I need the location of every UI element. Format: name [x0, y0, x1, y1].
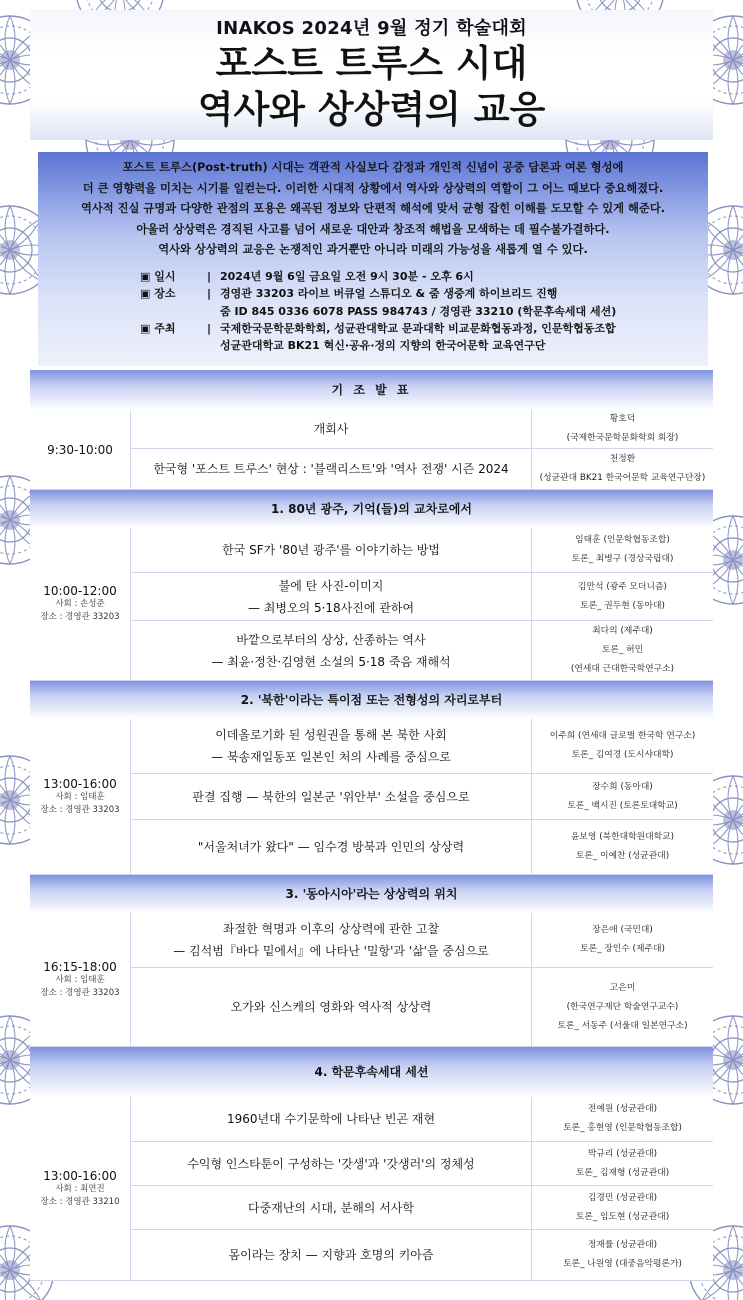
talk-title-line: 한국 SF가 '80년 광주'를 이야기하는 방법: [222, 543, 440, 557]
poster-title-line-1: 포스트 트루스 시대: [215, 42, 528, 85]
talk-title: [131, 968, 532, 1046]
session-time: 10:00-12:00: [43, 584, 117, 598]
talk-title-line: "서울처녀가 왔다" — 임수경 방북과 인민의 상상력: [197, 840, 465, 854]
program-row: [131, 572, 713, 620]
program-row: [131, 410, 713, 448]
session-time-cell: [30, 719, 131, 874]
session-room: 장소 : 경영관 33203: [40, 987, 120, 998]
speaker-line: 전예원 (성균관대): [587, 1104, 658, 1114]
speaker-line: 황호덕: [609, 414, 636, 424]
speaker-cell: [532, 774, 713, 819]
program-row: [131, 967, 713, 1046]
talk-title-line: 1960년대 수기문학에 나타난 빈곤 재현: [226, 1112, 436, 1126]
event-info: [140, 268, 616, 354]
talk-title-line: — 최윤·정찬·김영현 소설의 5·18 죽음 재해석: [211, 654, 451, 669]
section-4: [30, 1097, 713, 1281]
speaker-line: 정재률 (성균관대): [587, 1240, 658, 1250]
speaker-line: 장수희 (동아대): [592, 781, 653, 792]
session-rows: [131, 1097, 713, 1280]
program-row: [131, 819, 713, 874]
conference-name: INAKOS 2024년 9월 정기 학술대회: [216, 18, 527, 39]
zoom-info: 줌 ID 845 0336 6078 PASS 984743 / 경영관 33210 (학문후속세대 세션): [220, 304, 617, 318]
session-chair: 사회 : 임태훈: [55, 974, 105, 985]
speaker-cell: [532, 573, 713, 620]
section-3: [30, 913, 713, 1047]
host-value-2: 성균관대학교 BK21 혁신·공유·정의 지향의 한국어문학 교육연구단: [220, 339, 546, 353]
date-value: 2024년 9월 6일 금요일 오전 9시 30분 - 오후 6시: [220, 270, 474, 283]
speaker-line: 토론_ 이예찬 (성균관대): [575, 851, 670, 861]
intro-line: 더 큰 영향력을 미치는 시기를 일컫는다. 이러한 시대적 상황에서 역사와 상상력의 역할이 그 어느 때보다 중요해졌다.: [82, 181, 664, 195]
session-time: 13:00-16:00: [43, 776, 117, 791]
talk-title: [131, 1186, 532, 1229]
date-label: ▣ 일시: [140, 270, 176, 283]
talk-title-line: 수익형 인스타툰이 구성하는 '갓생'과 '갓생러'의 정체성: [187, 1156, 475, 1171]
speaker-line: (성균관대 BK21 한국어문학 교육연구단장): [539, 473, 706, 483]
speaker-cell: [532, 449, 713, 489]
talk-title-line: — 최병오의 5·18사진에 관하여: [247, 600, 415, 615]
talk-title: [131, 449, 532, 489]
talk-title: [131, 820, 532, 874]
session-time: 13:00-16:00: [43, 1168, 117, 1183]
section-2: [30, 719, 713, 875]
session-time: 16:15-18:00: [43, 959, 117, 974]
speaker-line: 토론_ 최병구 (경상국립대): [571, 554, 674, 564]
program-row: [131, 528, 713, 572]
program-row: [131, 1185, 713, 1229]
intro-line: 포스트 트루스(Post-truth) 시대는 객관적 사실보다 감정과 개인적 신념이 공중 담론과 여론 형성에: [122, 161, 624, 174]
info-host-row-2: [140, 337, 616, 354]
intro-line: 역사적 진실 규명과 다양한 관점의 포용은 왜곡된 정보와 단편적 해석에 맞서 균형 잡힌 이해를 도모할 수 있게 해준다.: [80, 202, 666, 216]
speaker-line: 토론_ 서동주 (서울대 일본연구소): [557, 1020, 688, 1031]
speaker-line: 토론_ 허민: [601, 645, 644, 655]
session-rows: [131, 410, 713, 489]
talk-title-line: 개회사: [313, 422, 349, 436]
session-chair: 사회 : 손성준: [55, 599, 105, 609]
talk-title: [131, 528, 532, 572]
talk-title-line: 좌절한 혁명과 이후의 상상력에 관한 고찰: [222, 922, 440, 936]
talk-title: [131, 913, 532, 967]
section-header-2: 2. '북한'이라는 특이점 또는 전형성의 자리로부터: [30, 681, 713, 719]
session-room: 장소 : 경영관 33203: [40, 804, 120, 815]
program-row: [131, 1229, 713, 1280]
speaker-line: 윤보영 (북한대학원대학교): [570, 832, 675, 842]
speaker-line: 토론_ 김여경 (도시샤대학): [571, 750, 674, 760]
session-time-cell: [30, 1097, 131, 1280]
speaker-line: (한국연구재단 학술연구교수): [566, 1001, 679, 1012]
talk-title: [131, 573, 532, 620]
speaker-line: 토론_ 나원영 (대중음악평론가): [563, 1259, 682, 1269]
info-date-row: [140, 268, 616, 285]
talk-title-line: 판결 집행 — 북한의 일본군 '위안부' 소설을 중심으로: [192, 789, 470, 804]
speaker-line: 박규리 (성균관대): [587, 1148, 658, 1159]
talk-title: [131, 719, 532, 773]
speaker-line: (연세대 근대한국학연구소): [570, 664, 675, 674]
talk-title-line: 다중재난의 시대, 분해의 서사학: [248, 1200, 414, 1215]
speaker-line: 장은애 (국민대): [592, 925, 653, 935]
talk-title-line: — 김석범『바다 밑에서』에 나타난 '밀항'과 '삶'을 중심으로: [173, 944, 489, 958]
talk-title: [131, 410, 532, 448]
speaker-line: 이주희 (연세대 글로벌 한국학 연구소): [549, 731, 696, 741]
program-row: [131, 719, 713, 773]
speaker-cell: [532, 968, 713, 1046]
info-zoom-row: [140, 303, 616, 320]
talk-title: [131, 1097, 532, 1141]
session-time-cell: [30, 528, 131, 680]
talk-title-line: 몸이라는 장치 — 지향과 호명의 키아즘: [228, 1248, 434, 1262]
speaker-cell: [532, 719, 713, 773]
section-header-1: 1. 80년 광주, 기억(들)의 교차로에서: [30, 490, 713, 528]
program-row: [131, 1097, 713, 1141]
poster-title-line-2: 역사와 상상력의 교응: [197, 88, 546, 131]
talk-title: [131, 1230, 532, 1280]
speaker-line: 토론_ 장인수 (제주대): [580, 944, 665, 954]
poster-header: [30, 10, 713, 140]
talk-title-line: 한국형 '포스트 트루스' 현상 : '블랙리스트'와 '역사 전쟁' 시즌 2024: [153, 462, 509, 476]
talk-title-line: 바깥으로부터의 상상, 산종하는 역사: [236, 632, 426, 647]
speaker-line: 토론_ 홍현영 (인문학협동조합): [563, 1123, 682, 1133]
speaker-cell: [532, 410, 713, 448]
speaker-line: 김만석 (광주 모더니즘): [578, 581, 667, 592]
session-room: 장소 : 경영관 33203: [40, 612, 120, 622]
session-chair: 사회 : 임태훈: [55, 791, 105, 802]
separator: |: [206, 321, 212, 335]
session-room: 장소 : 경영관 33210: [40, 1196, 120, 1207]
session-time: 9:30-10:00: [47, 442, 113, 457]
speaker-line: 토론_ 임도현 (성균관대): [575, 1211, 670, 1222]
intro-paragraph: [38, 158, 708, 261]
speaker-line: 토론_ 권두현 (동아대): [580, 600, 665, 611]
speaker-line: 임태훈 (인문학협동조합): [575, 535, 670, 545]
section-header-4: 4. 학문후속세대 세션: [30, 1047, 713, 1097]
intro-panel: [38, 152, 708, 366]
speaker-line: 고은미: [609, 982, 636, 993]
place-label: ▣ 장소: [140, 287, 176, 301]
program-row: [131, 913, 713, 967]
talk-title-line: 오가와 신스케의 영화와 역사적 상상력: [230, 1000, 432, 1014]
session-time-cell: [30, 913, 131, 1046]
host-label: ▣ 주최: [140, 321, 176, 335]
place-value: 경영관 33203 라이브 버큐얼 스튜디오 & 줌 생중계 하이브리드 진행: [220, 287, 558, 301]
speaker-cell: [532, 820, 713, 874]
speaker-line: 김경민 (성균관대): [587, 1192, 658, 1203]
host-value-1: 국제한국문학문화학회, 성균관대학교 문과대학 비교문화협동과정, 인문학협동조합: [220, 321, 616, 335]
talk-title: [131, 621, 532, 680]
talk-title-line: 이데올로기화 된 성원권을 통해 본 북한 사회: [215, 728, 447, 742]
section-keynote: [30, 410, 713, 490]
speaker-cell: [532, 1230, 713, 1280]
talk-title-line: — 북송재일동포 일본인 처의 사례를 중심으로: [211, 750, 451, 764]
section-header-keynote: 기 조 발 표: [30, 370, 713, 410]
session-rows: [131, 528, 713, 680]
speaker-line: 토론_ 백시진 (토론토대학교): [567, 800, 678, 811]
speaker-cell: [532, 528, 713, 572]
speaker-line: 토론_ 김재형 (성균관대): [575, 1167, 670, 1178]
session-time-cell: [30, 410, 131, 489]
speaker-line: (국제한국문학문화학회 회장): [566, 433, 679, 443]
section-header-3: 3. '동아시아'라는 상상력의 위치: [30, 875, 713, 913]
speaker-cell: [532, 1142, 713, 1185]
session-rows: [131, 719, 713, 874]
program-row: [131, 773, 713, 819]
program-row: [131, 620, 713, 680]
intro-line: 역사와 상상력의 교응은 논쟁적인 과거뿐만 아니라 미래의 가능성을 새롭게 열 수 있다.: [158, 243, 588, 257]
info-host-row: [140, 320, 616, 337]
intro-line: 아울러 상상력은 경직된 사고를 넘어 새로운 대안과 창조적 해법을 모색하는 데 필수불가결하다.: [136, 222, 610, 236]
talk-title-line: 불에 탄 사진-이미지: [278, 578, 384, 593]
session-rows: [131, 913, 713, 1046]
info-place-row: [140, 285, 616, 302]
program-row: [131, 448, 713, 489]
program-table: [30, 370, 713, 1281]
talk-title: [131, 774, 532, 819]
speaker-cell: [532, 1186, 713, 1229]
speaker-line: 최다의 (제주대): [592, 626, 653, 636]
separator: |: [206, 287, 212, 301]
talk-title: [131, 1142, 532, 1185]
session-chair: 사회 : 최연진: [55, 1183, 105, 1194]
separator: |: [206, 270, 212, 283]
speaker-cell: [532, 1097, 713, 1141]
section-1: [30, 528, 713, 681]
speaker-cell: [532, 913, 713, 967]
speaker-cell: [532, 621, 713, 680]
speaker-line: 천정환: [609, 454, 636, 464]
program-row: [131, 1141, 713, 1185]
